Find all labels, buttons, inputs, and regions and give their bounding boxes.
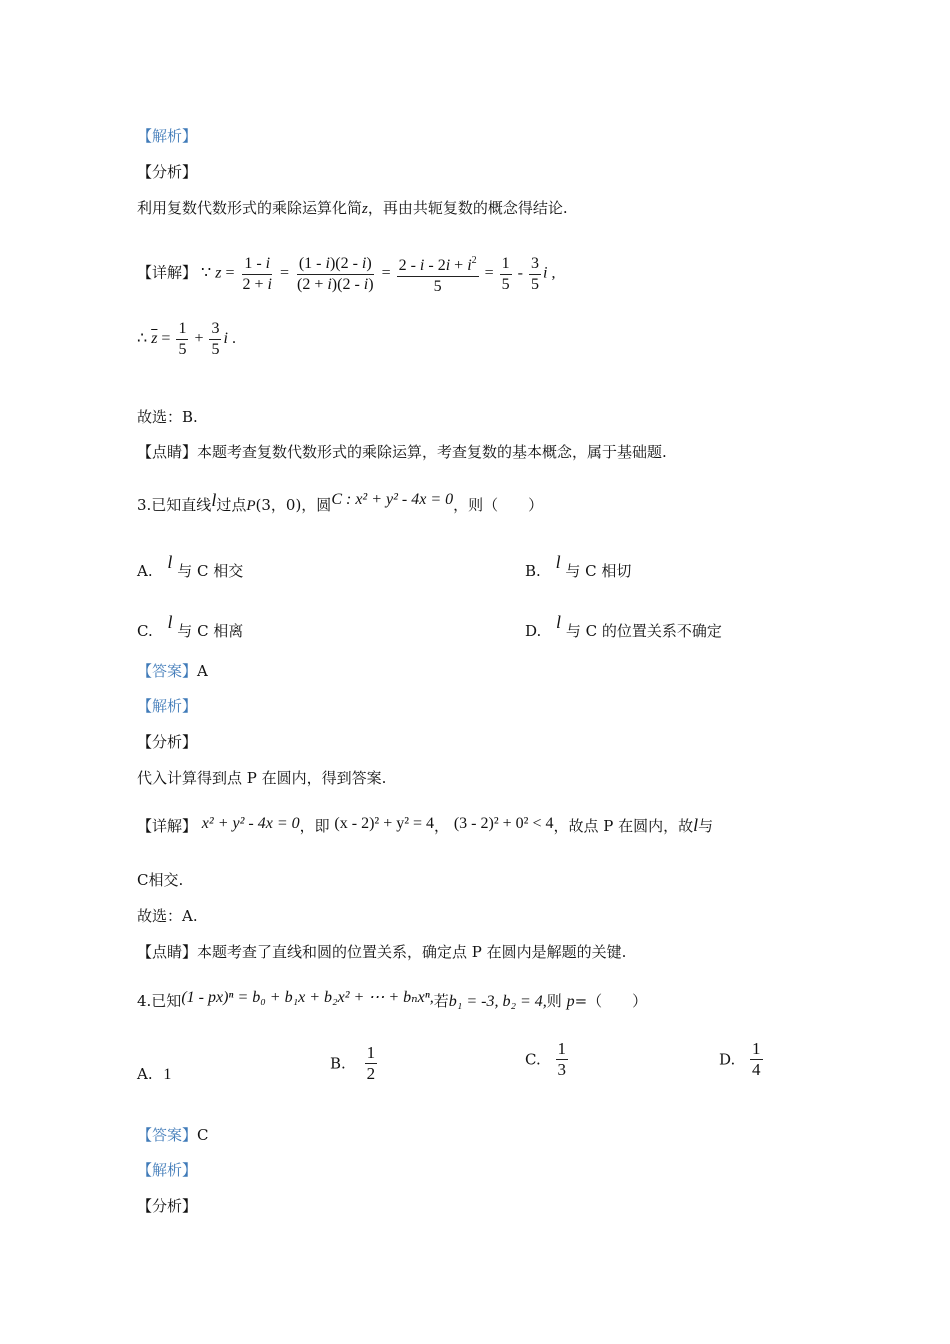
q4-stem-d: =（ ） — [574, 992, 648, 1010]
q3-point-text: 本题考查了直线和圆的位置关系，确定点 P 在圆内是解题的关键. — [197, 943, 627, 961]
option-label: D. — [525, 622, 542, 640]
q4-option-b — [330, 1044, 379, 1083]
q3-option-c: C. l 与 C 相离 — [137, 612, 244, 640]
option-label: B. — [525, 562, 541, 580]
fraction-numerator: 1 — [557, 1039, 566, 1058]
fraction-denominator: 4 — [752, 1060, 761, 1079]
xiangjie-label: 【详解】 — [137, 817, 198, 835]
jiexi-heading: 【解析】 — [137, 127, 198, 145]
q2-conjugate: ∴ $\overline{z}$ = $\frac{1}{5}$ + $\frac{3}{5}$ i . — [137, 320, 236, 358]
q3-option-d: D. l 与 C 的位置关系不确定 — [525, 612, 722, 640]
q3-stem-l: l — [211, 490, 217, 510]
q3-detail-comma: ， — [434, 817, 450, 835]
q4-stem-condition: b₁ = -3, b₂ = 4, — [448, 993, 547, 1010]
option-label: B. — [330, 1054, 346, 1073]
q2-analysis — [137, 198, 568, 219]
dianjing-label: 【点睛】 — [137, 443, 198, 461]
option-fraction — [750, 1040, 763, 1079]
option-fraction — [556, 1040, 569, 1079]
option-value: 1 — [163, 1066, 172, 1083]
q3-option-a: A. l 与 C 相交 — [137, 552, 244, 580]
dianjing-label: 【点睛】 — [137, 943, 198, 961]
q2-choose: 故选：B. — [137, 408, 198, 426]
q2-analysis-text: 利用复数代数形式的乘除运算化简 — [137, 199, 363, 217]
q3-answer-value: A — [197, 662, 208, 680]
option-label: C. — [525, 1050, 541, 1069]
fraction-numerator: 1 — [752, 1039, 761, 1058]
q2-point — [137, 442, 667, 462]
q4-stem-equation: (1 - px)ⁿ = b₀ + b₁x + b₂x² + ⋯ + bₙxⁿ, — [181, 989, 434, 1006]
q3-stem-p: P — [246, 498, 256, 514]
q3-detail — [137, 814, 713, 836]
q4-option-c — [525, 1040, 570, 1079]
q4-answer-value: C — [197, 1126, 209, 1144]
jiexi-heading: 【解析】 — [137, 697, 198, 715]
q4-answer — [137, 1125, 209, 1145]
option-fraction — [365, 1044, 378, 1083]
q3-stem-b: 过点 — [216, 496, 247, 514]
fenxi-heading: 【分析】 — [137, 1197, 198, 1215]
fraction-denominator: 3 — [557, 1060, 566, 1079]
option-text: 与 C 的位置关系不确定 — [565, 622, 722, 640]
q3-stem-c: (3，0)，圆 — [255, 496, 332, 514]
q3-detail-line2: C相交. — [137, 871, 184, 889]
option-label: C. — [137, 622, 153, 640]
option-text: 与 C 相切 — [565, 562, 632, 580]
fenxi-heading: 【分析】 — [137, 733, 198, 751]
q2-point-text: 本题考查复数代数形式的乘除运算，考查复数的基本概念，属于基础题. — [197, 443, 667, 461]
q3-detail-mid: ，即 — [299, 817, 330, 835]
q3-stem-a: 3.已知直线 — [137, 496, 212, 514]
therefore-symbol: ∴ — [137, 330, 148, 348]
because-symbol: ∵ — [201, 264, 212, 282]
q4-stem-p: p — [566, 993, 575, 1010]
q3-detail-l: l — [693, 815, 699, 835]
option-text: 与 C 相交 — [177, 562, 244, 580]
q2-analysis-tail: ，再由共轭复数的概念得结论. — [367, 199, 568, 217]
q3-option-b: B. l 与 C 相切 — [525, 552, 632, 580]
xiangjie-label: 【详解】 — [137, 263, 198, 282]
q4-stem-a: 4.已知 — [137, 992, 182, 1010]
q2-analysis-var: z — [362, 201, 368, 217]
q4-option-d — [719, 1040, 765, 1079]
fenxi-heading: 【分析】 — [137, 163, 198, 181]
fraction-denominator: 2 — [366, 1064, 376, 1083]
option-label: A. — [137, 1065, 153, 1083]
q4-option-a — [137, 1064, 171, 1085]
q4-stem-b: 若 — [433, 992, 449, 1010]
q4-stem-c: 则 — [546, 992, 562, 1010]
q3-stem-d: ，则（ ） — [453, 496, 544, 514]
q3-answer — [137, 661, 208, 681]
q3-detail-tail: ，故点 P 在圆内，故 — [553, 817, 694, 835]
q3-detail-eq1: x² + y² - 4x = 0 — [201, 815, 300, 832]
option-label: D. — [719, 1050, 736, 1069]
jiexi-heading: 【解析】 — [137, 1161, 198, 1179]
q4-stem — [137, 988, 647, 1012]
q3-stem — [137, 490, 543, 516]
daan-label: 【答案】 — [137, 662, 198, 680]
q3-choose: 故选：A. — [137, 907, 198, 925]
q3-analysis: 代入计算得到点 P 在圆内，得到答案. — [137, 769, 387, 787]
option-text: 与 C 相离 — [177, 622, 244, 640]
q3-detail-yu: 与 — [698, 817, 714, 835]
q3-stem-equation: C : x² + y² - 4x = 0 — [331, 491, 454, 508]
q3-point — [137, 942, 626, 962]
option-label: A. — [137, 562, 153, 580]
daan-label: 【答案】 — [137, 1126, 198, 1144]
q3-detail-eq3: (3 - 2)² + 0² < 4 — [453, 815, 554, 832]
fraction-numerator: 1 — [366, 1043, 376, 1062]
q2-detail: 【详解】 ∵ z = $\frac{1 - i}{2 + i}$ = $\frac{(1 - i)(2 - i)}{(2 + i)(2 - i)}$ = $\frac{2 - i - 2i + i^2}{5}$ = $\frac{1}{5}$ - $\frac{3}{5}$ i , — [137, 252, 555, 296]
q3-detail-eq2: (x - 2)² + y² = 4 — [334, 815, 435, 832]
